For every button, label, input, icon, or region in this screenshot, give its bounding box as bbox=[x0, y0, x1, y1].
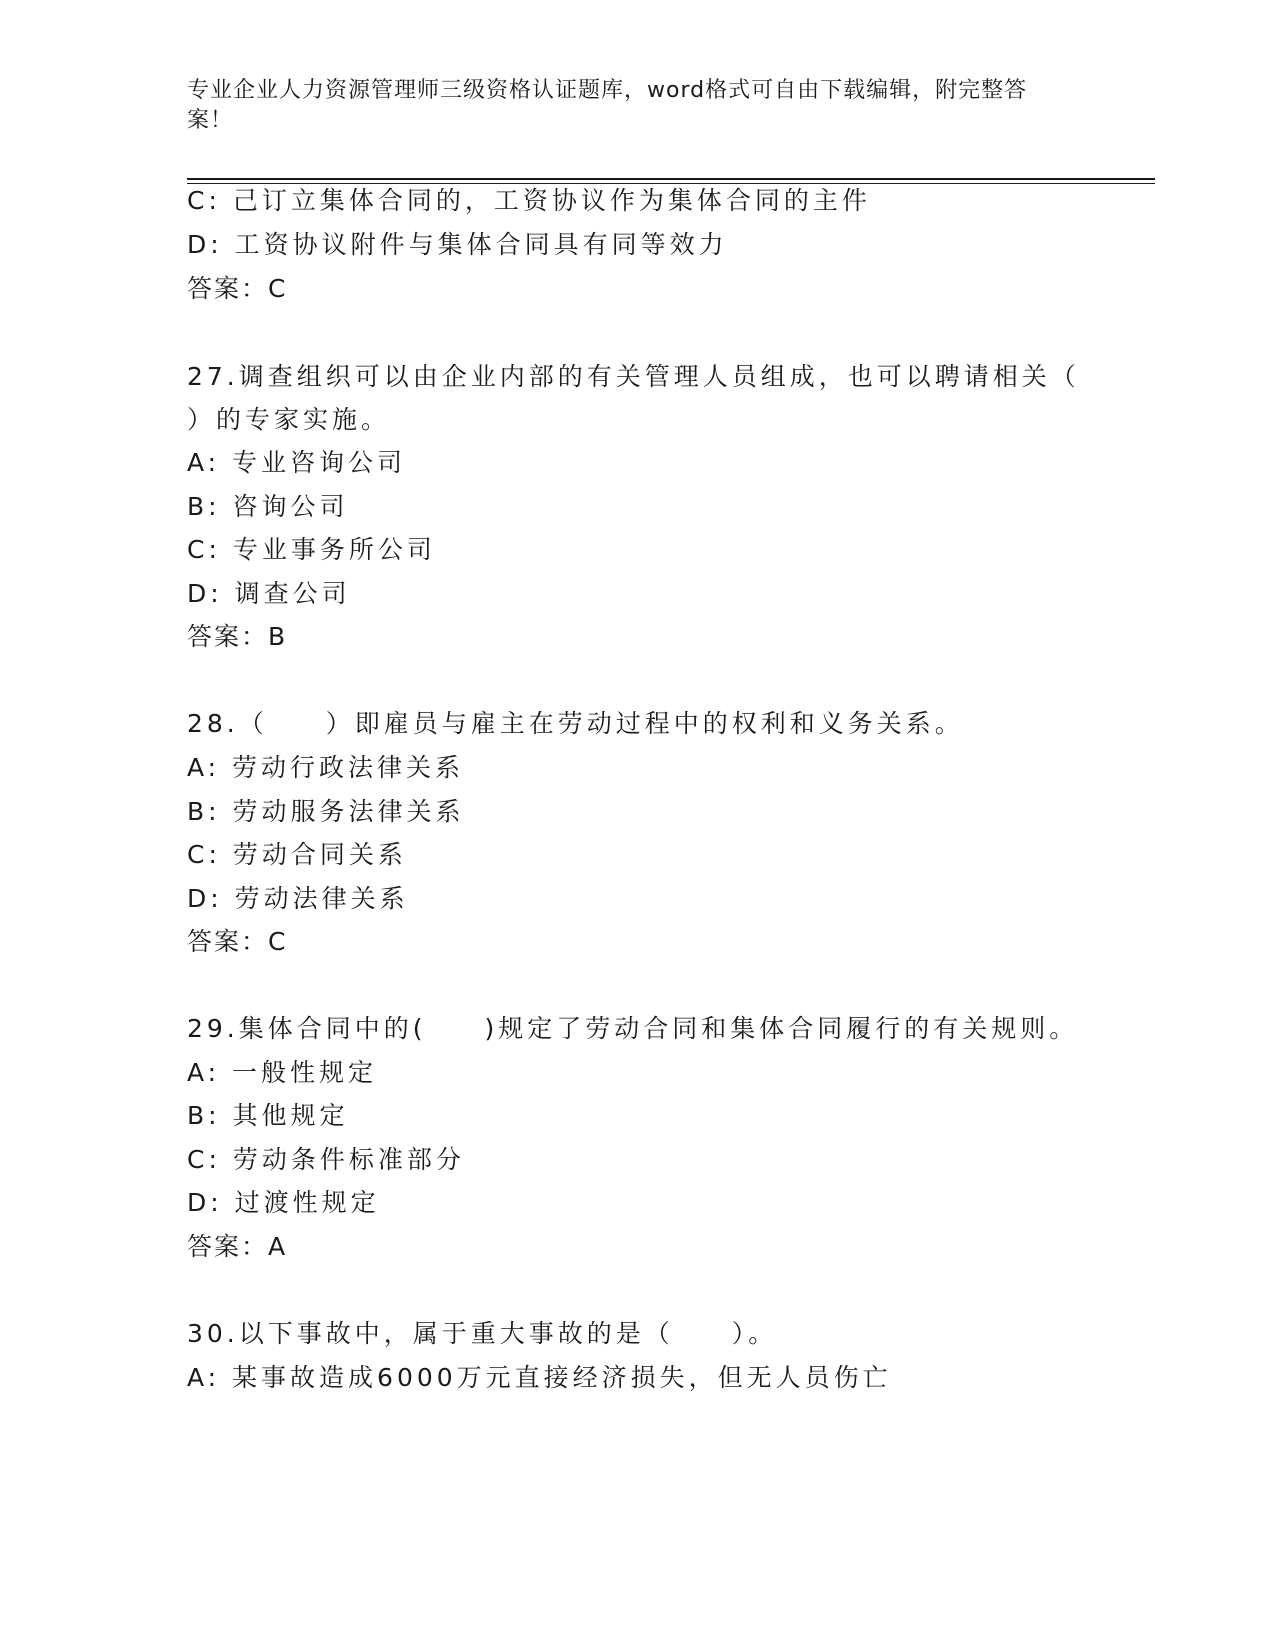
q29-option-d: D: 过渡性规定 bbox=[187, 1188, 380, 1217]
q29-answer: 答案：A bbox=[187, 1232, 288, 1261]
q29-option-a: A: 一般性规定 bbox=[187, 1058, 378, 1087]
prev-answer: 答案：C bbox=[187, 274, 288, 303]
q27-option-c: C: 专业事务所公司 bbox=[187, 535, 436, 564]
q28-option-c: C: 劳动合同关系 bbox=[187, 840, 407, 869]
q28-stem: 28.（ ）即雇员与雇主在劳动过程中的权利和义务关系。 bbox=[187, 709, 964, 738]
q29-stem: 29.集体合同中的( )规定了劳动合同和集体合同履行的有关规则。 bbox=[187, 1014, 1079, 1043]
q30-option-a: A: 某事故造成6000万元直接经济损失，但无人员伤亡 bbox=[187, 1363, 892, 1392]
q28-answer: 答案：C bbox=[187, 927, 288, 956]
q27-option-b: B: 咨询公司 bbox=[187, 492, 349, 521]
q30-stem: 30.以下事故中，属于重大事故的是（ ）。 bbox=[187, 1319, 778, 1348]
prev-option-d: D: 工资协议附件与集体合同具有同等效力 bbox=[187, 230, 728, 259]
q27-stem-line2: ）的专家实施。 bbox=[187, 405, 391, 434]
prev-option-c: C: 己订立集体合同的，工资协议作为集体合同的主件 bbox=[187, 186, 871, 215]
q27-option-a: A: 专业咨询公司 bbox=[187, 448, 407, 477]
q27-option-d: D: 调查公司 bbox=[187, 579, 351, 608]
q28-option-b: B: 劳动服务法律关系 bbox=[187, 797, 465, 826]
q28-option-a: A: 劳动行政法律关系 bbox=[187, 753, 465, 782]
q27-stem-line1: 27.调查组织可以由企业内部的有关管理人员组成，也可以聘请相关（ bbox=[187, 362, 1080, 391]
q29-option-c: C: 劳动条件标准部分 bbox=[187, 1145, 465, 1174]
document-header: 专业企业人力资源管理师三级资格认证题库，word格式可自由下载编辑，附完整答案！ bbox=[187, 78, 1028, 133]
q29-option-b: B: 其他规定 bbox=[187, 1101, 349, 1130]
header-rule-thick bbox=[187, 178, 1155, 180]
q28-option-d: D: 劳动法律关系 bbox=[187, 884, 409, 913]
q27-answer: 答案：B bbox=[187, 622, 288, 651]
